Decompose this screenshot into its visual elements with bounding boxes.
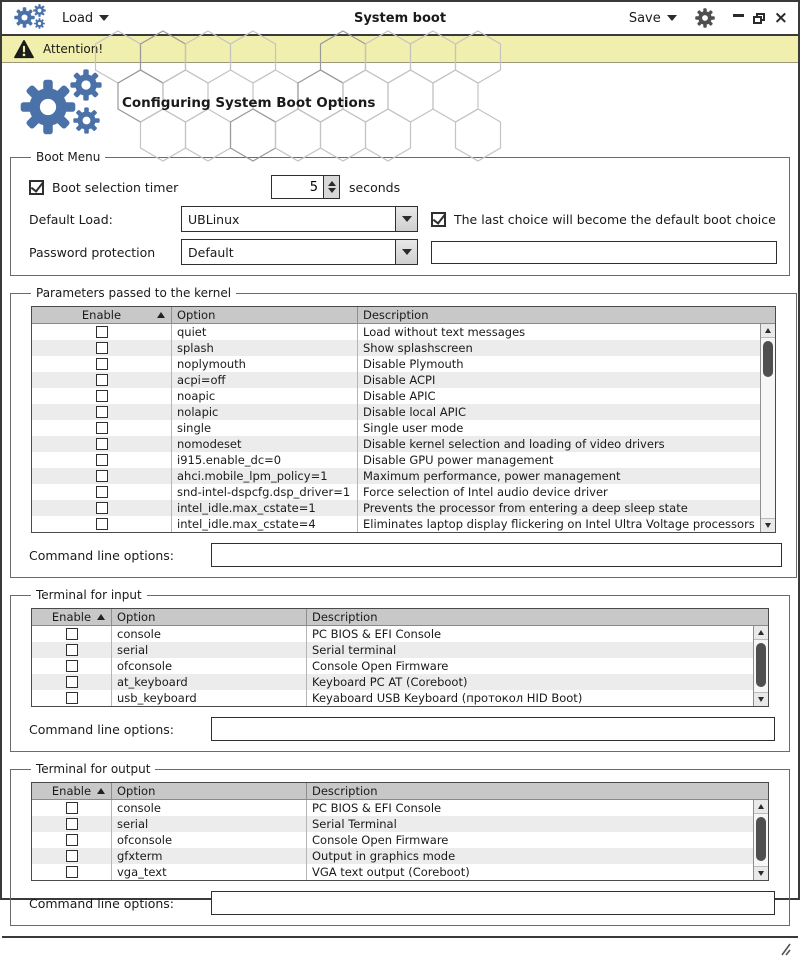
row-option: noplymouth: [172, 356, 358, 372]
row-option: ahci.mobile_lpm_policy=1: [172, 468, 358, 484]
row-option: quiet: [172, 324, 358, 340]
column-header-option[interactable]: Option: [112, 783, 307, 799]
maximize-button[interactable]: [753, 13, 765, 24]
row-enable-checkbox[interactable]: [96, 518, 108, 530]
row-description: Console Open Firmware: [312, 833, 449, 847]
app-gears-icon: [14, 5, 48, 31]
row-description: Disable GPU power management: [363, 453, 554, 467]
row-description: Eliminates laptop display flickering on Intel Ultra Voltage processors: [363, 517, 755, 531]
scrollbar-thumb[interactable]: [756, 643, 766, 687]
row-description: Disable APIC: [363, 389, 436, 403]
boot-menu-legend: Boot Menu: [36, 150, 101, 164]
table-header: [32, 609, 768, 626]
cmdline-label: Command line options:: [29, 721, 175, 737]
row-option: gfxterm: [112, 848, 307, 864]
row-option: nolapic: [172, 404, 358, 420]
row-description: Single user mode: [363, 421, 464, 435]
row-description: Output in graphics mode: [312, 849, 456, 863]
boot-menu-section: [10, 150, 790, 276]
table-row: [32, 864, 768, 880]
save-menu-label: Save: [628, 10, 661, 26]
table-header: [32, 307, 775, 324]
row-option: ofconsole: [112, 658, 307, 674]
table-row: [32, 642, 768, 658]
attention-banner: [2, 36, 798, 63]
row-enable-checkbox[interactable]: [66, 850, 78, 862]
row-enable-checkbox[interactable]: [66, 628, 78, 640]
arrow-up-icon: [328, 181, 336, 186]
main-content: [2, 144, 798, 936]
row-description: Force selection of Intel audio device driver: [363, 485, 608, 499]
row-option: i915.enable_dc=0: [172, 452, 358, 468]
column-header-description[interactable]: Description: [312, 784, 378, 798]
row-description: Keyaboard USB Keyboard (протокол HID Boot): [312, 691, 583, 705]
row-enable-checkbox[interactable]: [66, 834, 78, 846]
row-enable-checkbox[interactable]: [96, 438, 108, 450]
table-row: [32, 500, 775, 516]
row-description: Disable local APIC: [363, 405, 466, 419]
row-description: PC BIOS & EFI Console: [312, 801, 442, 815]
sort-ascending-icon: [157, 312, 165, 318]
sort-ascending-icon: [97, 614, 105, 620]
scroll-up-button[interactable]: [754, 800, 768, 814]
page-title: Configuring System Boot Options: [122, 95, 376, 111]
table-row: [32, 658, 768, 674]
column-header-enable[interactable]: Enable: [32, 609, 112, 625]
table-row: [32, 388, 775, 404]
row-option: ofconsole: [112, 832, 307, 848]
window-controls: [733, 7, 788, 28]
status-bar: [2, 936, 798, 960]
timer-unit-label: seconds: [349, 179, 401, 195]
row-option: serial: [112, 642, 307, 658]
row-enable-checkbox[interactable]: [66, 644, 78, 656]
row-description: Show splashscreen: [363, 341, 473, 355]
boot-timer-label: Boot selection timer: [52, 179, 179, 195]
default-load-label: Default Load:: [29, 211, 113, 227]
scroll-up-button[interactable]: [761, 324, 775, 338]
row-option: vga_text: [112, 864, 307, 880]
row-description: Disable ACPI: [363, 373, 436, 387]
close-button[interactable]: ×: [773, 7, 788, 28]
row-enable-checkbox[interactable]: [66, 818, 78, 830]
password-protection-label: Password protection: [29, 244, 156, 260]
table-row: [32, 404, 775, 420]
table-row: [32, 468, 775, 484]
table-row: [32, 516, 775, 532]
row-enable-checkbox[interactable]: [96, 342, 108, 354]
row-option: usb_keyboard: [112, 690, 307, 706]
default-load-select[interactable]: [181, 206, 418, 232]
table-row: [32, 674, 768, 690]
vertical-scrollbar[interactable]: [753, 626, 768, 706]
chevron-down-icon: [667, 15, 677, 21]
kernel-params-legend: Parameters passed to the kernel: [36, 286, 232, 300]
column-header-enable[interactable]: Enable: [32, 307, 172, 323]
table-row: [32, 484, 775, 500]
warning-triangle-icon: [14, 40, 34, 59]
row-option: snd-intel-dspcfg.dsp_driver=1: [172, 484, 358, 500]
scrollbar-thumb[interactable]: [763, 341, 773, 377]
row-enable-checkbox[interactable]: [66, 802, 78, 814]
row-enable-checkbox[interactable]: [96, 502, 108, 514]
page-header: [2, 63, 798, 144]
table-row: [32, 626, 768, 642]
row-description: Disable Plymouth: [363, 357, 464, 371]
load-menu-label: Load: [62, 10, 94, 26]
row-option: console: [112, 626, 307, 642]
row-enable-checkbox[interactable]: [96, 422, 108, 434]
row-description: Serial terminal: [312, 643, 397, 657]
row-description: Console Open Firmware: [312, 659, 449, 673]
terminal-output-legend: Terminal for output: [36, 762, 151, 776]
row-description: PC BIOS & EFI Console: [312, 627, 442, 641]
row-option: intel_idle.max_cstate=4: [172, 516, 358, 532]
table-row: [32, 340, 775, 356]
terminal-input-table-body: [32, 626, 768, 706]
column-header-enable[interactable]: Enable: [32, 783, 112, 799]
kernel-cmdline-input[interactable]: [211, 543, 782, 567]
row-option: console: [112, 800, 307, 816]
last-choice-label: The last choice will become the default boot choice: [454, 211, 776, 227]
row-description: Serial Terminal: [312, 817, 397, 831]
table-row: [32, 800, 768, 816]
row-enable-checkbox[interactable]: [96, 470, 108, 482]
scroll-down-button[interactable]: [754, 866, 768, 880]
resize-grip[interactable]: [778, 942, 792, 956]
boot-timer-checkbox[interactable]: [29, 180, 44, 195]
row-enable-checkbox[interactable]: [66, 660, 78, 672]
row-enable-checkbox[interactable]: [96, 406, 108, 418]
row-enable-checkbox[interactable]: [96, 390, 108, 402]
last-choice-checkbox[interactable]: [431, 212, 446, 227]
save-menu-button[interactable]: [625, 9, 681, 28]
row-option: noapic: [172, 388, 358, 404]
scroll-down-button[interactable]: [754, 692, 768, 706]
vertical-scrollbar[interactable]: [760, 324, 775, 532]
column-header-description[interactable]: Description: [363, 308, 429, 322]
terminal-input-section: [10, 588, 790, 752]
attention-text: Attention!: [43, 42, 104, 56]
header-gears-icon: [18, 67, 110, 141]
title-bar: [2, 2, 798, 36]
load-menu-button[interactable]: [58, 9, 113, 28]
chevron-down-icon: [402, 249, 412, 255]
terminal-input-table: [31, 608, 769, 707]
column-header-option[interactable]: Option: [112, 609, 307, 625]
timer-seconds-input[interactable]: [271, 175, 323, 199]
terminal-output-table-body: [32, 800, 768, 880]
row-description: Keyboard PC AT (Coreboot): [312, 675, 468, 689]
table-row: [32, 690, 768, 706]
cmdline-label: Command line options:: [29, 547, 175, 563]
row-enable-checkbox[interactable]: [96, 486, 108, 498]
kernel-params-table-body: [32, 324, 775, 532]
row-option: nomodeset: [172, 436, 358, 452]
arrow-down-icon: [328, 188, 336, 193]
vertical-scrollbar[interactable]: [753, 800, 768, 880]
table-row: [32, 848, 768, 864]
row-description: Disable kernel selection and loading of video drivers: [363, 437, 665, 451]
chevron-down-icon: [402, 216, 412, 222]
timer-seconds-stepper: [271, 175, 340, 199]
table-row: [32, 832, 768, 848]
row-description: Load without text messages: [363, 325, 526, 339]
stepper-arrows[interactable]: [323, 175, 340, 199]
dropdown-button[interactable]: [395, 207, 417, 231]
terminal-output-table: [31, 782, 769, 881]
row-description: VGA text output (Coreboot): [312, 865, 470, 879]
terminal-output-cmdline-input[interactable]: [211, 891, 775, 915]
row-option: serial: [112, 816, 307, 832]
table-row: [32, 452, 775, 468]
default-load-value: UBLinux: [188, 211, 240, 227]
row-enable-checkbox[interactable]: [96, 326, 108, 338]
row-description: Maximum performance, power management: [363, 469, 621, 483]
scrollbar-thumb[interactable]: [756, 817, 766, 861]
row-option: single: [172, 420, 358, 436]
terminal-output-section: [10, 762, 790, 926]
row-enable-checkbox[interactable]: [96, 374, 108, 386]
dropdown-button[interactable]: [395, 240, 417, 264]
row-option: at_keyboard: [112, 674, 307, 690]
table-row: [32, 356, 775, 372]
row-enable-checkbox[interactable]: [66, 676, 78, 688]
row-description: Prevents the processor from entering a deep sleep state: [363, 501, 688, 515]
chevron-down-icon: [99, 15, 109, 21]
row-enable-checkbox[interactable]: [66, 692, 78, 704]
settings-gear-icon[interactable]: [695, 8, 715, 28]
password-protection-value: Default: [188, 244, 234, 260]
scroll-down-button[interactable]: [761, 518, 775, 532]
terminal-input-legend: Terminal for input: [36, 588, 142, 602]
row-enable-checkbox[interactable]: [96, 358, 108, 370]
window-title: System boot: [353, 10, 447, 26]
row-enable-checkbox[interactable]: [96, 454, 108, 466]
column-header-option[interactable]: Option: [172, 307, 358, 323]
table-row: [32, 816, 768, 832]
kernel-params-section: [10, 286, 797, 578]
minimize-button[interactable]: [733, 14, 744, 17]
row-option: intel_idle.max_cstate=1: [172, 500, 358, 516]
terminal-input-cmdline-input[interactable]: [211, 717, 775, 741]
table-header: [32, 783, 768, 800]
cmdline-label: Command line options:: [29, 895, 175, 911]
column-header-description[interactable]: Description: [312, 610, 378, 624]
table-row: [32, 436, 775, 452]
row-enable-checkbox[interactable]: [66, 866, 78, 878]
table-row: [32, 372, 775, 388]
row-option: splash: [172, 340, 358, 356]
password-protection-select[interactable]: [181, 239, 418, 265]
kernel-params-table: [31, 306, 776, 533]
table-row: [32, 420, 775, 436]
sort-ascending-icon: [97, 788, 105, 794]
row-option: acpi=off: [172, 372, 358, 388]
table-row: [32, 324, 775, 340]
scroll-up-button[interactable]: [754, 626, 768, 640]
password-field[interactable]: [431, 241, 777, 264]
